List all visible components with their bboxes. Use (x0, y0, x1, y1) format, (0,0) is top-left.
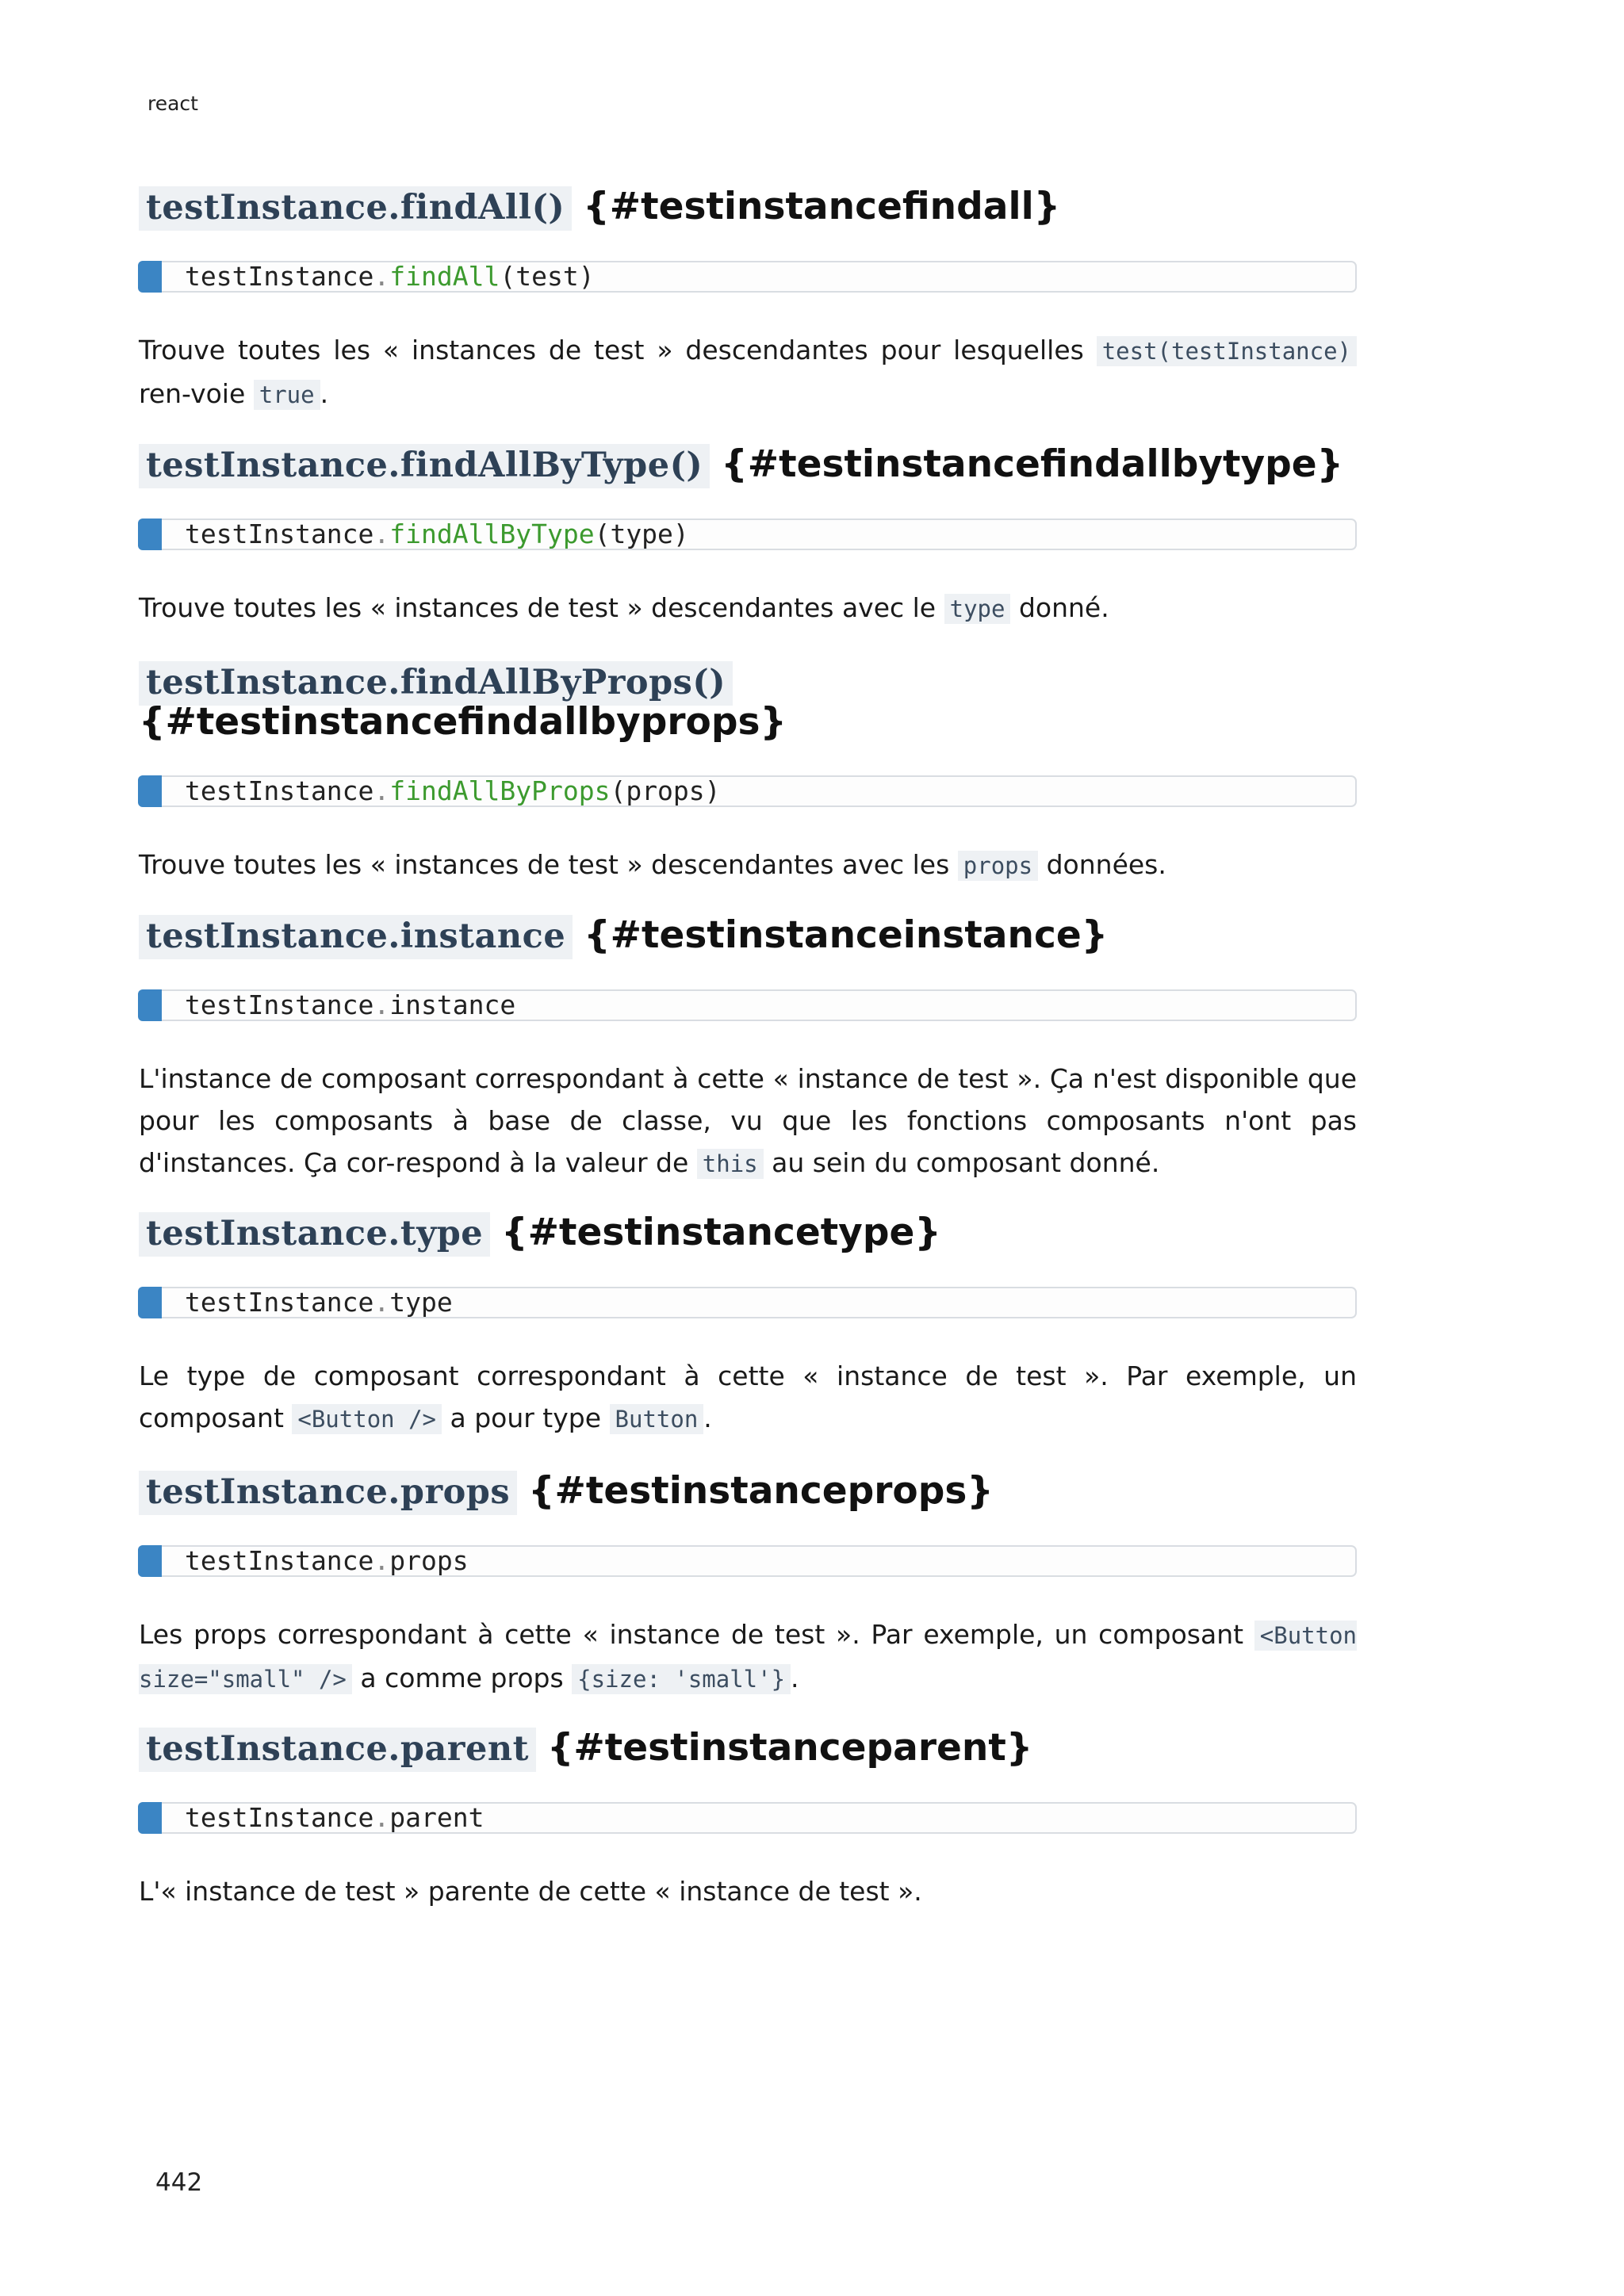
heading-anchor: {#testinstanceinstance} (584, 913, 1109, 957)
section-parent (139, 1728, 1357, 1912)
section-heading (139, 1471, 1357, 1512)
heading-code: testInstance.findAllByType() (139, 444, 710, 488)
description: Les props correspondant à cette « instance de test ». Par exemple, un composant <Button size="small" /> a comme props {size: 'small'} . (139, 1619, 1357, 1693)
code-block (139, 1802, 1357, 1834)
code-block (139, 1287, 1357, 1318)
heading-code: testInstance.instance (139, 915, 573, 959)
page-number: 442 (155, 2168, 203, 2197)
inline-code: type (944, 594, 1011, 624)
heading-anchor: {#testinstancetype} (501, 1211, 941, 1254)
code-line: testInstance.findAll(test) (185, 261, 595, 292)
heading-code: testInstance.findAllByProps() (139, 661, 733, 706)
heading-code: testInstance.findAll() (139, 186, 572, 231)
code-block-marker (138, 1545, 162, 1577)
heading-anchor: {#testinstancefindall} (583, 185, 1061, 228)
running-header: react (147, 92, 198, 115)
section-findallbyprops (139, 662, 1357, 887)
code-block (139, 989, 1357, 1021)
description: Trouve toutes les « instances de test » descendantes avec le type donné. (139, 592, 1109, 623)
inline-code: props (958, 851, 1038, 881)
description: Trouve toutes les « instances de test » descendantes pour lesquelles test(testInstance) ren-voie true . (139, 329, 1357, 416)
section-type (139, 1213, 1357, 1441)
inline-code: this (697, 1149, 764, 1179)
code-block (139, 519, 1357, 550)
description: Trouve toutes les « instances de test » descendantes avec les props données. (139, 849, 1166, 880)
heading-anchor: {#testinstancefindallbyprops} (139, 700, 787, 744)
code-block-marker (138, 1287, 162, 1318)
heading-anchor: {#testinstanceparent} (546, 1726, 1033, 1770)
code-block-marker (138, 519, 162, 550)
code-line: testInstance.parent (185, 1802, 485, 1833)
inline-code: <Button /> (292, 1404, 442, 1434)
inline-code: Button (610, 1404, 704, 1434)
section-props (139, 1471, 1357, 1701)
heading-anchor: {#testinstanceprops} (528, 1469, 994, 1513)
inline-code: true (254, 380, 320, 410)
code-block-marker (138, 1802, 162, 1834)
heading-code: testInstance.props (139, 1471, 517, 1515)
section-findallbytype (139, 442, 1357, 630)
code-line: testInstance.props (185, 1545, 469, 1576)
description: L'« instance de test » parente de cette « instance de test ». (139, 1876, 922, 1907)
section-instance (139, 913, 1357, 1185)
inline-code: {size: 'small'} (572, 1664, 791, 1694)
inline-code: test(testInstance) (1097, 336, 1357, 366)
section-heading (139, 1213, 1357, 1253)
heading-code: testInstance.parent (139, 1728, 536, 1772)
code-block (139, 775, 1357, 807)
code-block-marker (138, 989, 162, 1021)
code-line: testInstance.findAllByProps(props) (185, 775, 721, 806)
inline-code: <Button size="small" /> (139, 1622, 1357, 1693)
section-heading (139, 442, 1357, 486)
section-heading (139, 913, 1357, 957)
section-heading (139, 662, 1357, 742)
code-block-marker (138, 775, 162, 807)
section-heading (139, 1728, 1357, 1769)
code-line: testInstance.instance (185, 989, 516, 1020)
heading-code: testInstance.type (139, 1212, 490, 1257)
code-line: testInstance.type (185, 1287, 453, 1318)
description: Le type de composant correspondant à cette « instance de test ». Par exemple, un composant <Button /> a pour type Button . (139, 1360, 1357, 1433)
description: L'instance de composant correspondant à cette « instance de test ». Ça n'est disponible que pour les composants à base de classe, vu que les fonctions composants n'ont pas d'instances. Ça cor-respond à la valeur de this au sein du composant donné. (139, 1063, 1357, 1178)
code-block-marker (138, 261, 162, 293)
code-block (139, 1545, 1357, 1577)
section-heading (139, 187, 1357, 228)
code-line: testInstance.findAllByType(type) (185, 519, 689, 549)
section-findall (139, 187, 1357, 416)
code-block (139, 261, 1357, 293)
heading-anchor: {#testinstancefindallbytype} (721, 442, 1344, 486)
